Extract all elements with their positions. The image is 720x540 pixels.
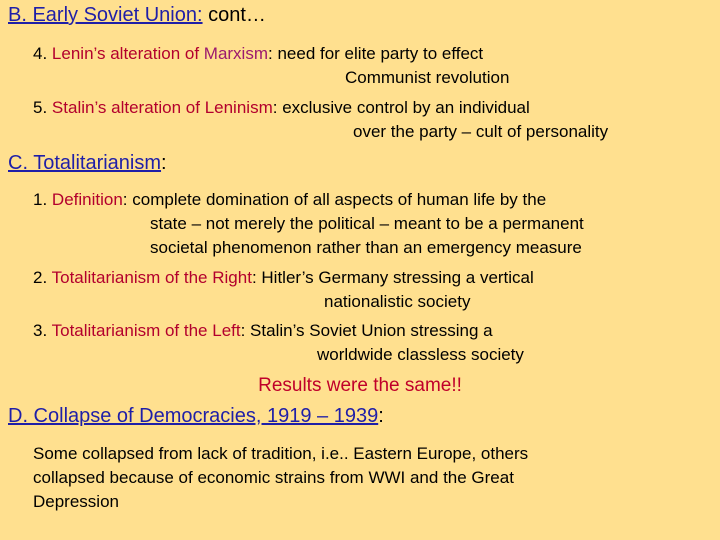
item-5-topic: Stalin’s alteration of Leninism <box>51 98 273 117</box>
item-4-line-1 <box>33 44 483 64</box>
c-item-3-topic: Totalitarianism of the Left <box>51 321 241 340</box>
item-4-colon: : <box>268 44 273 63</box>
c-item-2-line-2: nationalistic society <box>324 292 471 311</box>
item-5-num: 5. <box>33 98 48 117</box>
section-c-title: C. Totalitarianism <box>8 152 162 174</box>
results-statement: Results were the same!! <box>258 375 462 396</box>
section-b-colon: : <box>196 4 203 26</box>
item-5-colon: : <box>272 98 278 117</box>
section-d-heading <box>8 405 384 428</box>
c-item-1-line-1 <box>33 190 546 210</box>
c-item-3-line-2: worldwide classless society <box>317 345 524 364</box>
item-4-topic: Lenin’s alteration of <box>51 44 204 63</box>
c-item-2-colon: : <box>251 268 257 287</box>
c-item-3-colon: : <box>240 321 246 340</box>
c-item-2-num: 2. <box>33 268 48 287</box>
c-item-3-text-1: Stalin’s Soviet Union stressing a <box>245 321 493 340</box>
section-d-title: D. Collapse of Democracies, 1919 – 1939 <box>8 405 379 427</box>
c-item-1-line-3: societal phenomenon rather than an emergency measure <box>150 238 582 257</box>
section-d-line-3: Depression <box>33 492 119 511</box>
item-5-line-1 <box>33 98 530 118</box>
item-4-topic-2: Marxism <box>203 44 268 63</box>
c-item-1-num: 1. <box>33 190 48 209</box>
section-d-colon: : <box>378 405 384 427</box>
section-c-colon: : <box>161 152 167 174</box>
c-item-2-topic: Totalitarianism of the Right <box>51 268 252 287</box>
item-5-text-1: exclusive control by an individual <box>277 98 530 117</box>
c-item-1-text-1: complete domination of all aspects of human life by the <box>127 190 547 209</box>
item-4-text-1: need for elite party to effect <box>272 44 484 63</box>
c-item-2-line-1 <box>33 268 534 288</box>
section-b-title: B. Early Soviet Union <box>8 4 197 26</box>
c-item-1-colon: : <box>122 190 128 209</box>
section-d-line-2: collapsed because of economic strains from WWI and the Great <box>33 468 514 487</box>
item-5-line-2: over the party – cult of personality <box>353 122 609 141</box>
section-b-cont: cont… <box>202 4 266 26</box>
c-item-1-line-2: state – not merely the political – meant to be a permanent <box>150 214 584 233</box>
c-item-3-num: 3. <box>33 321 48 340</box>
c-item-2-text-1: Hitler’s Germany stressing a vertical <box>256 268 534 287</box>
c-item-1-topic: Definition <box>51 190 123 209</box>
item-4-line-2: Communist revolution <box>345 68 510 87</box>
section-d-line-1: Some collapsed from lack of tradition, i.e.. Eastern Europe, others <box>33 444 529 463</box>
c-item-3-line-1 <box>33 321 493 341</box>
section-c-heading <box>8 152 167 175</box>
item-4-num: 4. <box>33 44 48 63</box>
section-b-heading <box>8 4 266 27</box>
